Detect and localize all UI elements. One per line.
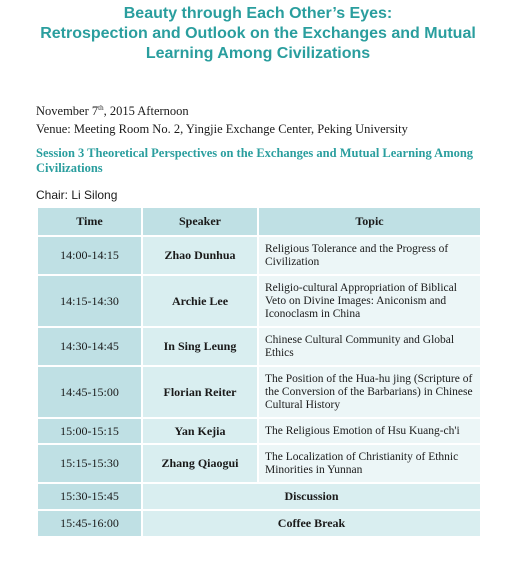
venue-line: Venue: Meeting Room No. 2, Yingjie Exchange Center, Peking University [36,122,408,136]
speaker-cell: Yan Kejia [142,418,258,444]
time-cell: 14:15-14:30 [37,275,142,327]
speaker-cell: Zhang Qiaogui [142,444,258,483]
topic-cell: Chinese Cultural Community and Global Ethics [258,327,481,366]
session-heading: Session 3 Theoretical Perspectives on the Exchanges and Mutual Learning Among Civilizations [36,146,474,175]
topic-cell: The Religious Emotion of Hsu Kuang-ch'i [258,418,481,444]
time-cell: 15:15-15:30 [37,444,142,483]
time-cell: 15:45-16:00 [37,510,142,537]
table-row [37,275,481,327]
speaker-cell: Florian Reiter [142,366,258,418]
speaker-cell: In Sing Leung [142,327,258,366]
table-row [37,366,481,418]
topic-cell: The Position of the Hua-hu jing (Scripture of the Conversion of the Barbarians) in Chinese Cultural History [258,366,481,418]
coffee-break-label: Coffee Break [142,510,481,537]
time-cell: 15:30-15:45 [37,483,142,510]
date-ordinal: th [98,104,104,112]
topic-cell: Religio-cultural Appropriation of Biblical Veto on Divine Images: Aniconism and Iconoclasm in China [258,275,481,327]
table-row [37,444,481,483]
discussion-row [37,483,481,510]
chair-line: Chair: Li Silong [36,188,118,202]
coffee-break-row [37,510,481,537]
schedule-table [36,206,482,538]
date-text: November 7 [36,104,99,118]
time-cell: 15:00-15:15 [37,418,142,444]
header-time: Time [37,207,142,236]
title-line-2: Retrospection and Outlook on the Exchanges and Mutual [40,25,476,42]
title-line-1: Beauty through Each Other’s Eyes: [123,5,393,22]
speaker-cell: Zhao Dunhua [142,236,258,275]
time-cell: 14:45-15:00 [37,366,142,418]
date-line [36,104,189,119]
table-header-row [37,207,481,236]
header-speaker: Speaker [142,207,258,236]
table-row [37,418,481,444]
speaker-cell: Archie Lee [142,275,258,327]
table-row [37,236,481,275]
time-cell: 14:00-14:15 [37,236,142,275]
document-title [0,4,516,64]
discussion-label: Discussion [142,483,481,510]
table-row [37,327,481,366]
topic-cell: Religious Tolerance and the Progress of Civilization [258,236,481,275]
header-topic: Topic [258,207,481,236]
topic-cell: The Localization of Christianity of Ethnic Minorities in Yunnan [258,444,481,483]
title-line-3: Learning Among Civilizations [145,45,371,62]
date-rest: , 2015 Afternoon [103,104,189,118]
time-cell: 14:30-14:45 [37,327,142,366]
